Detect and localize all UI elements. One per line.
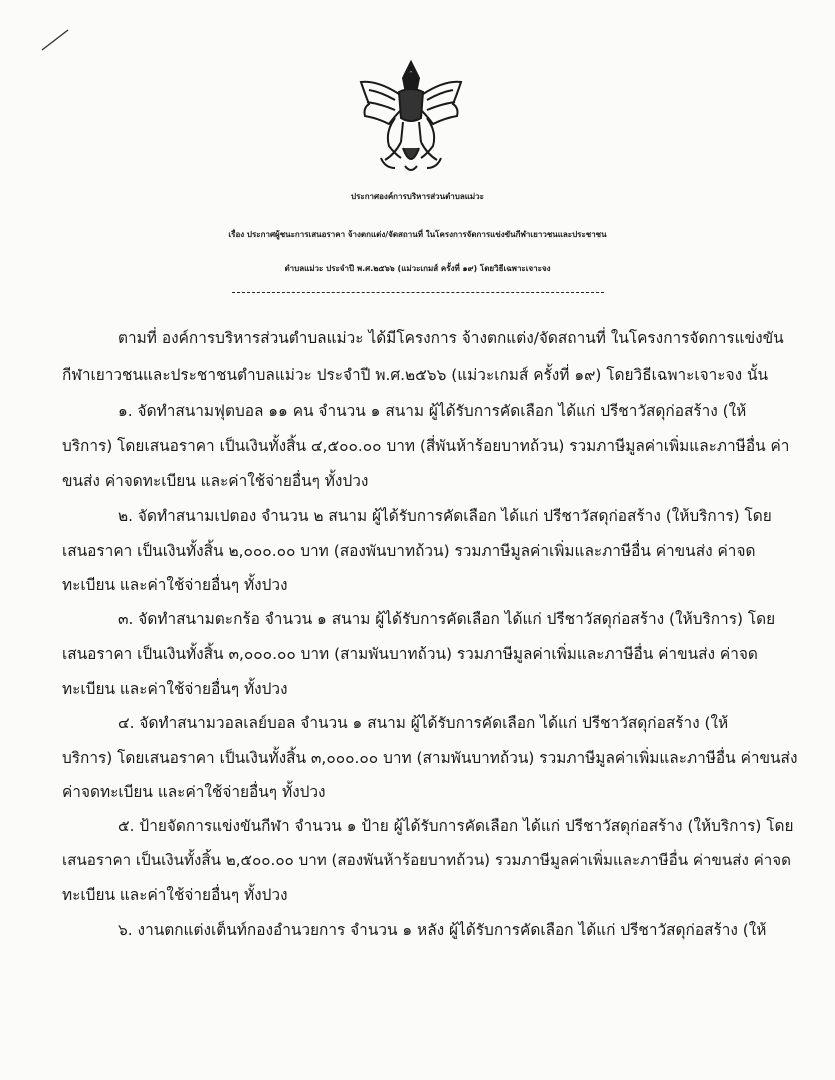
body-line: ๕. ป้ายจัดการแข่งขันกีฬา จำนวน ๑ ป้าย ผู้ได้รับการคัดเลือก ได้แก่ ปรีชาวัสดุก่อสร้าง (ให้บริการ) โดย	[118, 817, 794, 835]
pen-stroke-mark	[40, 28, 70, 52]
body-line: ทะเบียน และค่าใช้จ่ายอื่นๆ ทั้งปวง	[62, 680, 288, 698]
body-line: ค่าจดทะเบียน และค่าใช้จ่ายอื่นๆ ทั้งปวง	[62, 783, 326, 801]
body-line: เสนอราคา เป็นเงินทั้งสิ้น ๓,๐๐๐.๐๐ บาท (สามพันบาทถ้วน) รวมภาษีมูลค่าเพิ่มและภาษีอื่น ค่าขนส่ง ค่าจด	[62, 645, 758, 663]
body-line: บริการ) โดยเสนอราคา เป็นเงินทั้งสิ้น ๔,๕๐๐.๐๐ บาท (สี่พันห้าร้อยบาทถ้วน) รวมภาษีมูลค่าเพิ่มและภาษีอื่น ค่า	[62, 437, 790, 455]
announcement-subject-line-2: ตำบลแม่วะ ประจำปี พ.ศ.๒๕๖๖ (แม่วะเกมส์ ครั้งที่ ๑๙) โดยวิธีเฉพาะเจาะจง	[284, 264, 551, 273]
body-line: ขนส่ง ค่าจดทะเบียน และค่าใช้จ่ายอื่นๆ ทั้งปวง	[62, 472, 369, 490]
body-line: ๔. จัดทำสนามวอลเลย์บอล จำนวน ๑ สนาม ผู้ได้รับการคัดเลือก ได้แก่ ปรีชาวัสดุก่อสร้าง (ให้	[118, 714, 729, 732]
body-line: ตามที่ องค์การบริหารส่วนตำบลแม่วะ ได้มีโครงการ จ้างตกแต่ง/จัดสถานที่ ในโครงการจัดการแข่งขัน	[118, 329, 784, 347]
body-line: ๒. จัดทำสนามเปตอง จำนวน ๒ สนาม ผู้ได้รับการคัดเลือก ได้แก่ ปรีชาวัสดุก่อสร้าง (ให้บริการ) โดย	[118, 507, 772, 525]
body-line: ทะเบียน และค่าใช้จ่ายอื่นๆ ทั้งปวง	[62, 886, 288, 904]
body-line: ๑. จัดทำสนามฟุตบอล ๑๑ คน จำนวน ๑ สนาม ผู้ได้รับการคัดเลือก ได้แก่ ปรีชาวัสดุก่อสร้าง (ให้	[118, 402, 747, 420]
dashed-divider	[232, 292, 604, 293]
body-line: บริการ) โดยเสนอราคา เป็นเงินทั้งสิ้น ๓,๐๐๐.๐๐ บาท (สามพันบาทถ้วน) รวมภาษีมูลค่าเพิ่มและภาษีอื่น ค่าขนส่ง	[62, 749, 798, 767]
announcement-subject-line-1: เรื่อง ประกาศผู้ชนะการเสนอราคา จ้างตกแต่ง/จัดสถานที่ ในโครงการจัดการแข่งขันกีฬาเยาวชนและประชาชน	[228, 230, 607, 239]
garuda-emblem-icon	[355, 58, 467, 176]
body-line: เสนอราคา เป็นเงินทั้งสิ้น ๒,๕๐๐.๐๐ บาท (สองพันห้าร้อยบาทถ้วน) รวมภาษีมูลค่าเพิ่มและภาษีอื่น ค่าขนส่ง ค่าจด	[62, 851, 791, 869]
body-line: เสนอราคา เป็นเงินทั้งสิ้น ๒,๐๐๐.๐๐ บาท (สองพันบาทถ้วน) รวมภาษีมูลค่าเพิ่มและภาษีอื่น ค่าขนส่ง ค่าจด	[62, 542, 756, 560]
body-line: ทะเบียน และค่าใช้จ่ายอื่นๆ ทั้งปวง	[62, 576, 288, 594]
announcement-org-title: ประกาศองค์การบริหารส่วนตำบลแม่วะ	[351, 192, 484, 201]
body-line: ๖. งานตกแต่งเต็นท์กองอำนวยการ จำนวน ๑ หลัง ผู้ได้รับการคัดเลือก ได้แก่ ปรีชาวัสดุก่อสร้าง (ให้	[118, 921, 767, 939]
body-line: กีฬาเยาวชนและประชาชนตำบลแม่วะ ประจำปี พ.ศ.๒๕๖๖ (แม่วะเกมส์ ครั้งที่ ๑๙) โดยวิธีเฉพาะเจาะจง นั้น	[62, 366, 769, 384]
body-line: ๓. จัดทำสนามตะกร้อ จำนวน ๑ สนาม ผู้ได้รับการคัดเลือก ได้แก่ ปรีชาวัสดุก่อสร้าง (ให้บริการ) โดย	[118, 610, 776, 628]
